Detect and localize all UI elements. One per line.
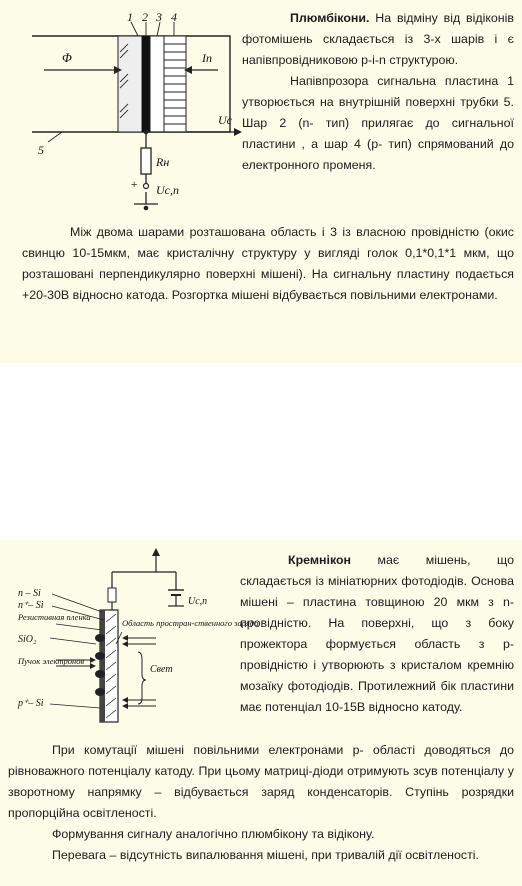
plumbicon-title: Плюмбікони. [290,11,370,25]
plumbicon-panel [0,0,522,363]
kremnikon-title: Кремнікон [288,553,352,567]
sio2-label: SiO₂ [18,634,37,645]
kremnikon-supply-label: Uс,п [188,596,208,607]
supply-voltage-label: Uс,п [156,183,179,197]
plus-label: + [130,177,139,191]
kremnikon-intro [240,550,514,718]
load-resistor-label: Rн [156,155,170,169]
plumbicon-p1: На відміну від відіконів фотомішень складається із 3-х шарів і є напівпровідниковою р-і-n структурою. [242,11,514,67]
tube-5-label: 5 [38,143,44,157]
flux-label: Φ [62,50,72,65]
electron-beam-label: Пучок электронов [18,656,85,666]
layer-3-label: 3 [156,10,162,24]
signal-voltage-label: Uc [218,113,232,127]
p-plus-si-label: p⁺– Si [18,698,44,709]
plumbicon-intro [242,8,514,71]
layer-2-label: 2 [142,10,148,24]
kremnikon-p1: має мішень, що складається із мініатюрних фотодіодів. Основа мішені – пластина товщиною 20 мкм з n-провідністю. На поверхні, що з боку прожектора формується область з р- провідністю і утворюють з кристалом кремнію мозаїку фотодіодів. Протилежний бік пластини має потенціал 10-15В відносно катоду. [240,553,514,714]
kremnikon-p4: Перевага – відсутність випалювання мішені, при тривалій дії освітленості. [52,848,479,862]
kremnikon-diagram [16,548,259,728]
plumbicon-diagram [22,8,252,218]
layer-4-label: 4 [171,10,177,24]
kremnikon-p3: Формування сигналу аналогічно плюмбікону та відікону. [52,827,375,841]
light-label: Свет [150,664,173,675]
kremnikon-panel [0,540,522,886]
n-si-label: n – Si [18,588,41,599]
plumbicon-p3: Між двома шарами розташована область і 3 із власною провідністю (окис свинцю 10-15мкм, має кристалічну структуру у вигляді голок 0,1*0,1*1 мкм, що розташовані перпендикулярно поверхні мішені). На сигнальну пластину подається +20-30В відносно катода. Розгортка мішені відбувається повільними електронами. [22,225,514,302]
kremnikon-p2: При комутації мішені повільними електронами р- області доводяться до рівноважного потенціалу катоду. При цьому матриці-діоди отримують зсув потенціалу у зворотному напрямку – відбувається заряд конденсаторів. Ступінь розрядки пропорційна освітленості. [8,743,514,820]
plumbicon-p2: Напівпрозора сигнальна пластина 1 утворюється на внутрішній поверхні трубки 5. Шар 2 (n- тип) прилягає до сигнальної пластини , а шар 4 (р- тип) спрямований до електронного променя. [242,74,514,172]
n-plus-si-label: n⁺– Si [18,600,44,611]
beam-current-label: Iп [202,51,212,65]
layer-1-label: 1 [127,10,133,24]
resistive-film-label: Резистивная пленка [18,612,91,622]
space-charge-label: Область простран-ственного заряда [122,618,259,628]
